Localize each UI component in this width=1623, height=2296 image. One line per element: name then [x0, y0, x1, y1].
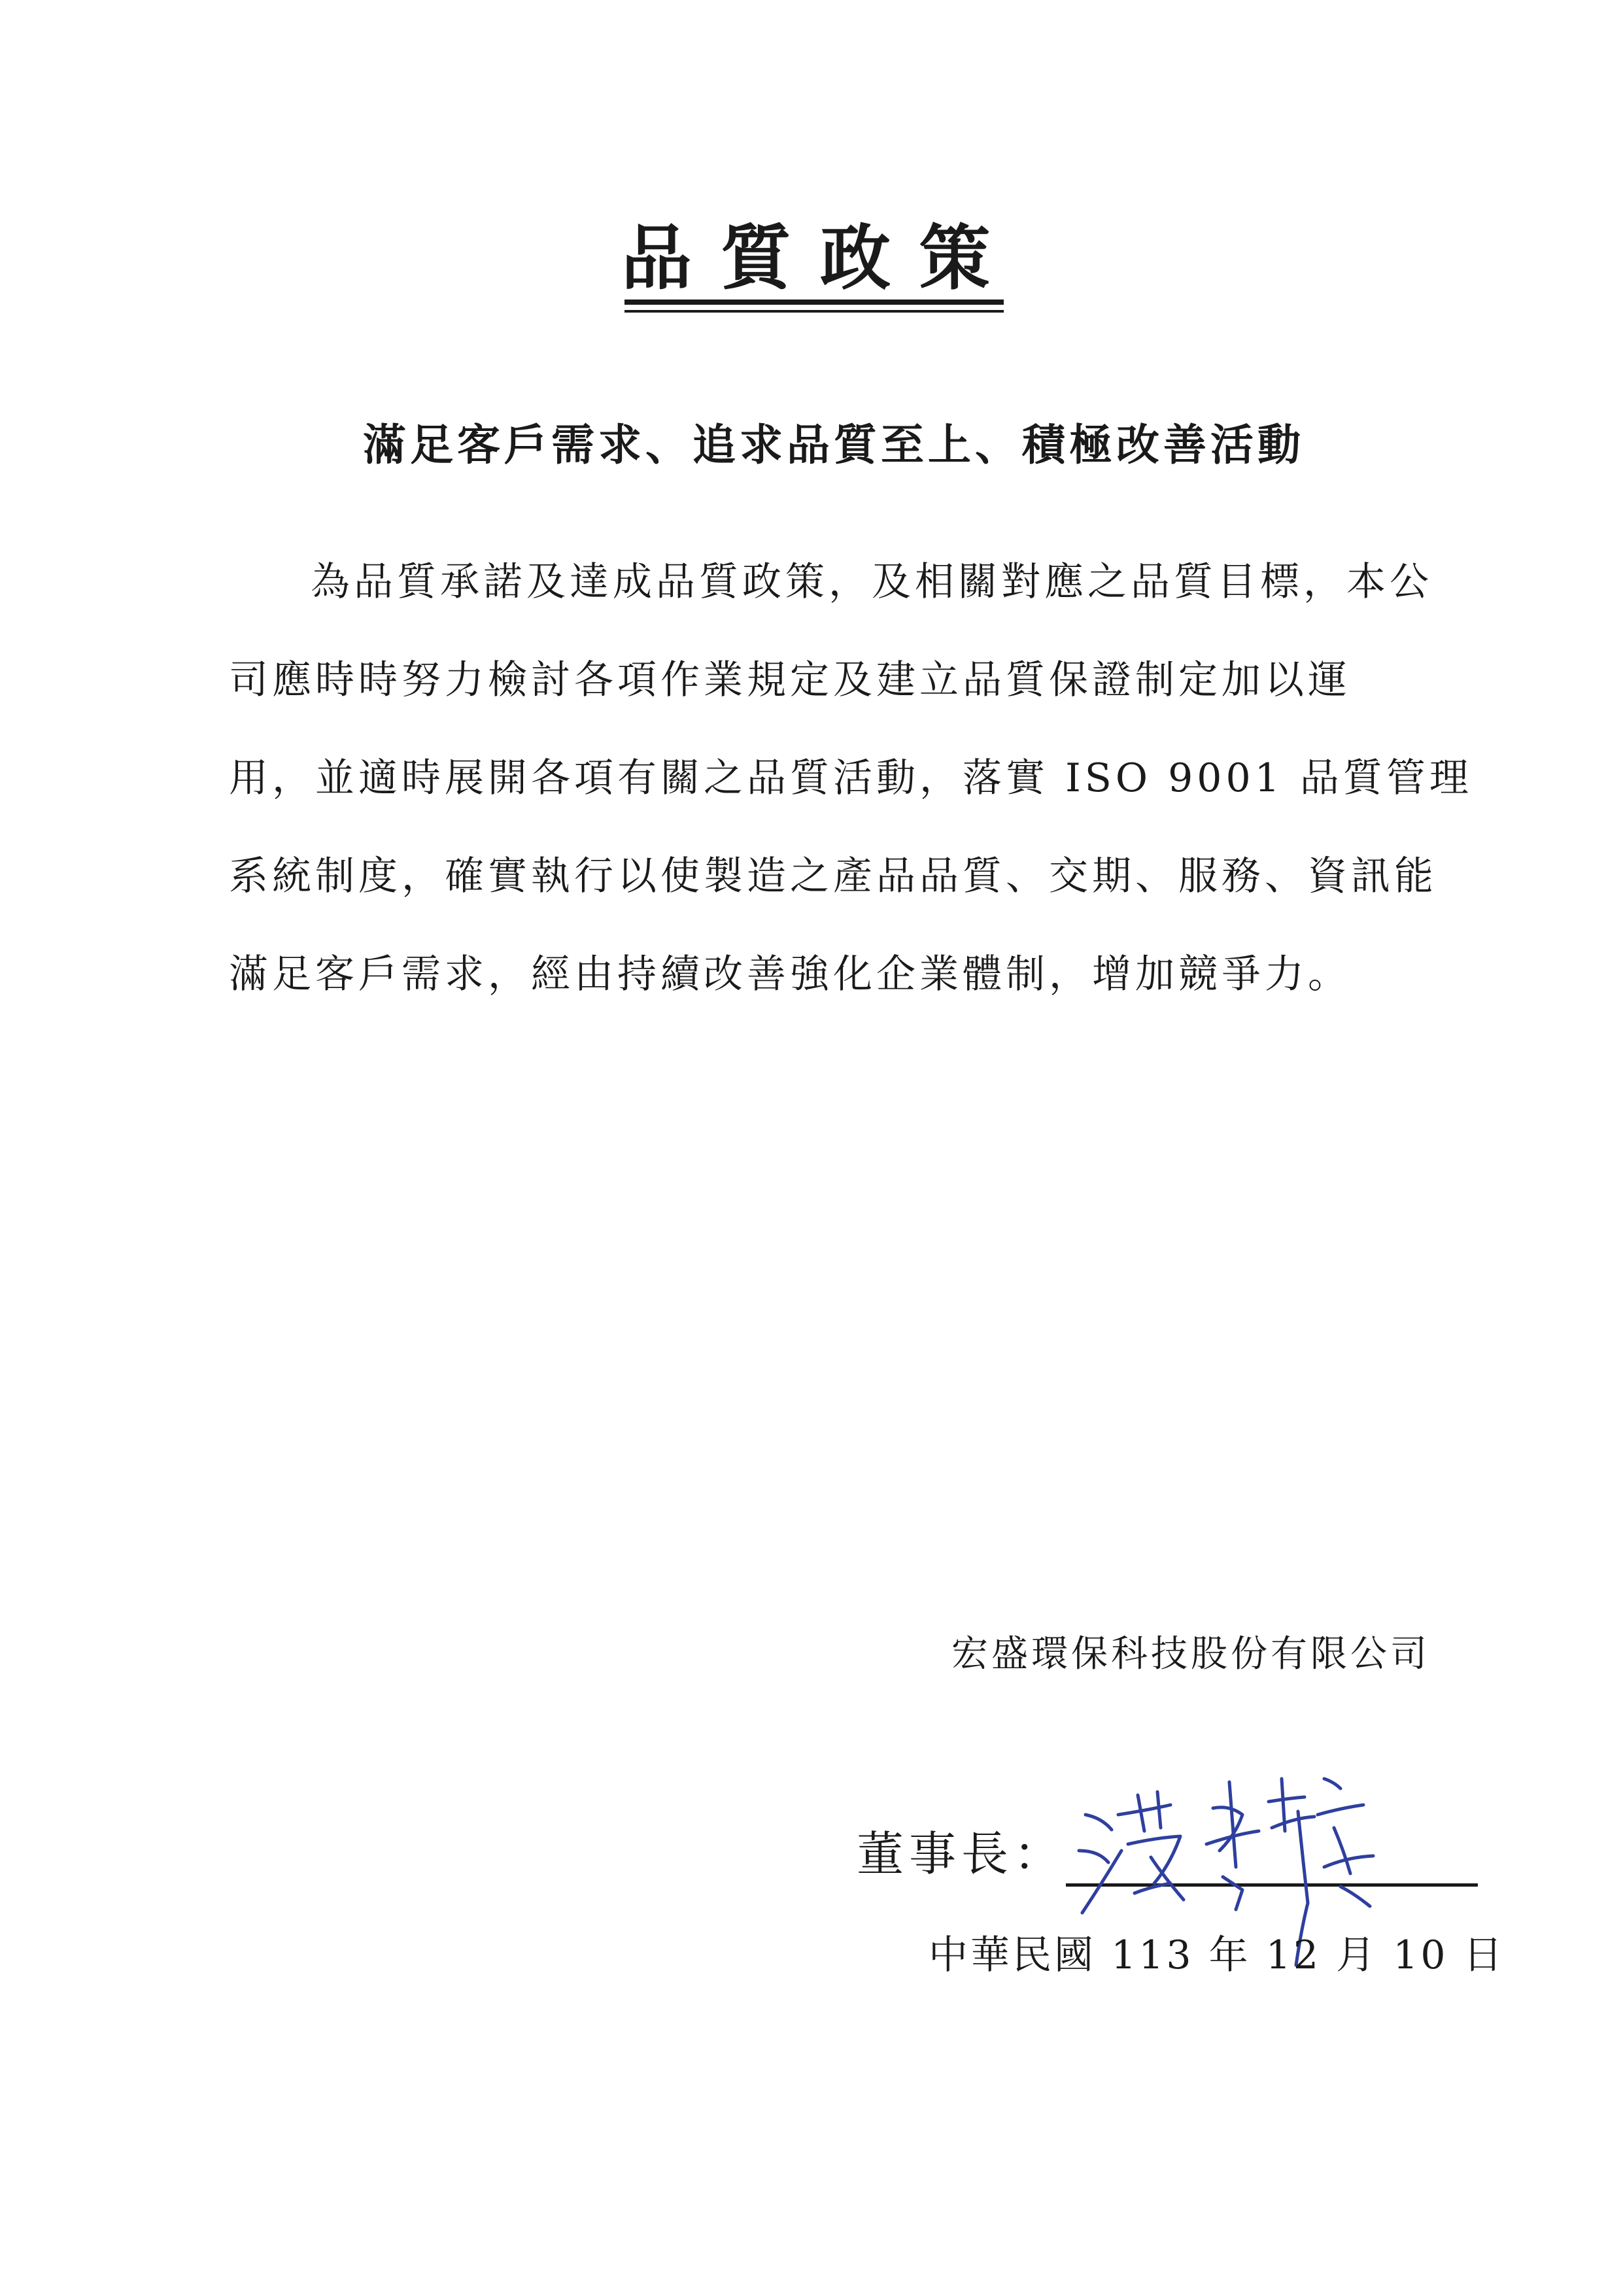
- policy-body: [229, 549, 1473, 1040]
- document-date: 中華民國 113 年 12 月 10 日: [929, 1932, 1505, 1978]
- title-underline-thin: [624, 310, 1004, 313]
- page-title: 品質政策: [621, 217, 1019, 300]
- body-line: 為品質承諾及達成品質政策，及相關對應之品質目標，本公: [311, 559, 1433, 605]
- title-underline: [624, 300, 1004, 305]
- body-line: 用，並適時展開各項有關之品質活動，落實 ISO 9001 品質管理: [229, 755, 1473, 801]
- policy-slogan: 滿足客戶需求、追求品質至上、積極改善活動: [363, 419, 1305, 470]
- body-line: 系統制度，確實執行以使製造之產品品質、交期、服務、資訊能: [229, 853, 1437, 899]
- chairman-label: 董事長：: [857, 1826, 1067, 1881]
- body-line: 司應時時努力檢討各項作業規定及建立品質保證制定加以運: [229, 657, 1351, 703]
- company-name: 宏盛環保科技股份有限公司: [951, 1633, 1430, 1675]
- body-line: 滿足客戶需求，經由持續改善強化企業體制，增加競爭力。: [229, 951, 1351, 997]
